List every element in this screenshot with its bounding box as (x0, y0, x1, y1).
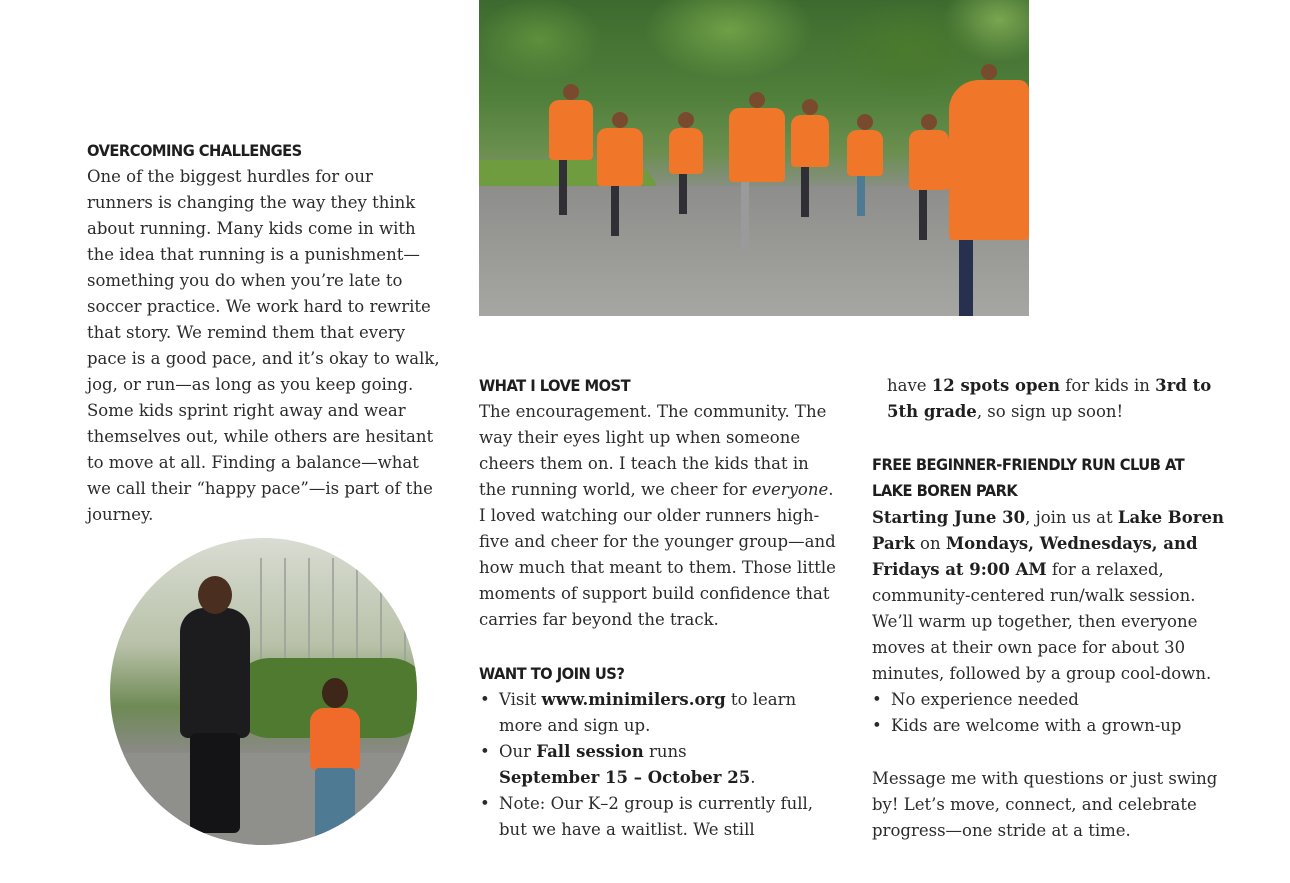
coach-figure (180, 608, 250, 738)
runner-figure (791, 115, 829, 167)
overcoming-challenges-body: One of the biggest hurdles for our runners is changing the way they think about running. Many kids come in with the idea that running is a punishment—something you do when you’re late to soccer practice. We work hard to rewrite that story. We remind them that every pace is a good pace, and it’s okay to walk, jog, or run—as long as you keep going. Some kids sprint right away and wear themselves out, while others are hesitant to move at all. Finding a balance—what we call their “happy pace”—is part of the journey. (87, 167, 440, 524)
run-club-heading: FREE BEGINNER-FRIENDLY RUN CLUB AT LAKE BOREN PARK (872, 455, 1185, 500)
runner-legs (801, 167, 809, 217)
runner-figure (597, 128, 643, 186)
runner-legs (611, 186, 619, 236)
list-item: • Visit www.minimilers.org to learn more and sign up. (476, 687, 816, 739)
photo-fence (260, 558, 417, 668)
runner-figure (669, 128, 703, 174)
coach-and-child-photo (110, 538, 417, 845)
runner-figure (549, 100, 593, 160)
spots-open-continuation: have 12 spots open for kids in 3rd to 5th grade, so sign up soon! (887, 376, 1212, 421)
runner-figure (949, 80, 1029, 240)
coach-head (198, 576, 232, 614)
runner-figure (729, 108, 785, 182)
child-legs (315, 768, 355, 838)
runner-legs (959, 240, 973, 316)
runner-legs (857, 176, 865, 216)
join-list (476, 687, 816, 843)
list-item: • Our Fall session runs September 15 – October 25. (476, 739, 816, 791)
overcoming-challenges-heading: OVERCOMING CHALLENGES (87, 141, 302, 160)
closing-message: Message me with questions or just swing by! Let’s move, connect, and celebrate progress—one stride at a time. (872, 769, 1218, 840)
runner-legs (679, 174, 687, 214)
list-item: • Kids are welcome with a grown-up (868, 713, 1228, 739)
child-figure (310, 708, 360, 770)
want-to-join-heading: WANT TO JOIN US? (479, 664, 625, 683)
child-head (322, 678, 348, 708)
kids-running-photo (479, 0, 1029, 316)
runner-legs (919, 190, 927, 240)
list-item: • No experience needed (868, 687, 1228, 713)
what-i-love-most-heading: WHAT I LOVE MOST (479, 376, 631, 395)
runner-figure (909, 130, 949, 190)
coach-legs (190, 733, 240, 833)
runner-legs (559, 160, 567, 215)
run-club-body: Starting June 30, join us at Lake Boren Park on Mondays, Wednesdays, and Fridays at 9:00 AM for a relaxed, community-centered run/walk session. We’ll warm up together, then everyone moves at their own pace for about 30 minutes, followed by a group cool-down. (872, 508, 1224, 683)
runner-figure (847, 130, 883, 176)
runner-legs (741, 182, 749, 252)
list-item: • Note: Our K–2 group is currently full, but we have a waitlist. We still (476, 791, 816, 843)
photo-path (110, 753, 417, 845)
run-club-list (868, 687, 1228, 739)
what-i-love-most-body: The encouragement. The community. The way their eyes light up when someone cheers them on. I teach the kids that in the running world, we cheer for everyone. I loved watching our older runners high-five and cheer for the younger group—and how much that meant to them. Those little moments of support build confidence that carries far beyond the track. (479, 402, 836, 629)
